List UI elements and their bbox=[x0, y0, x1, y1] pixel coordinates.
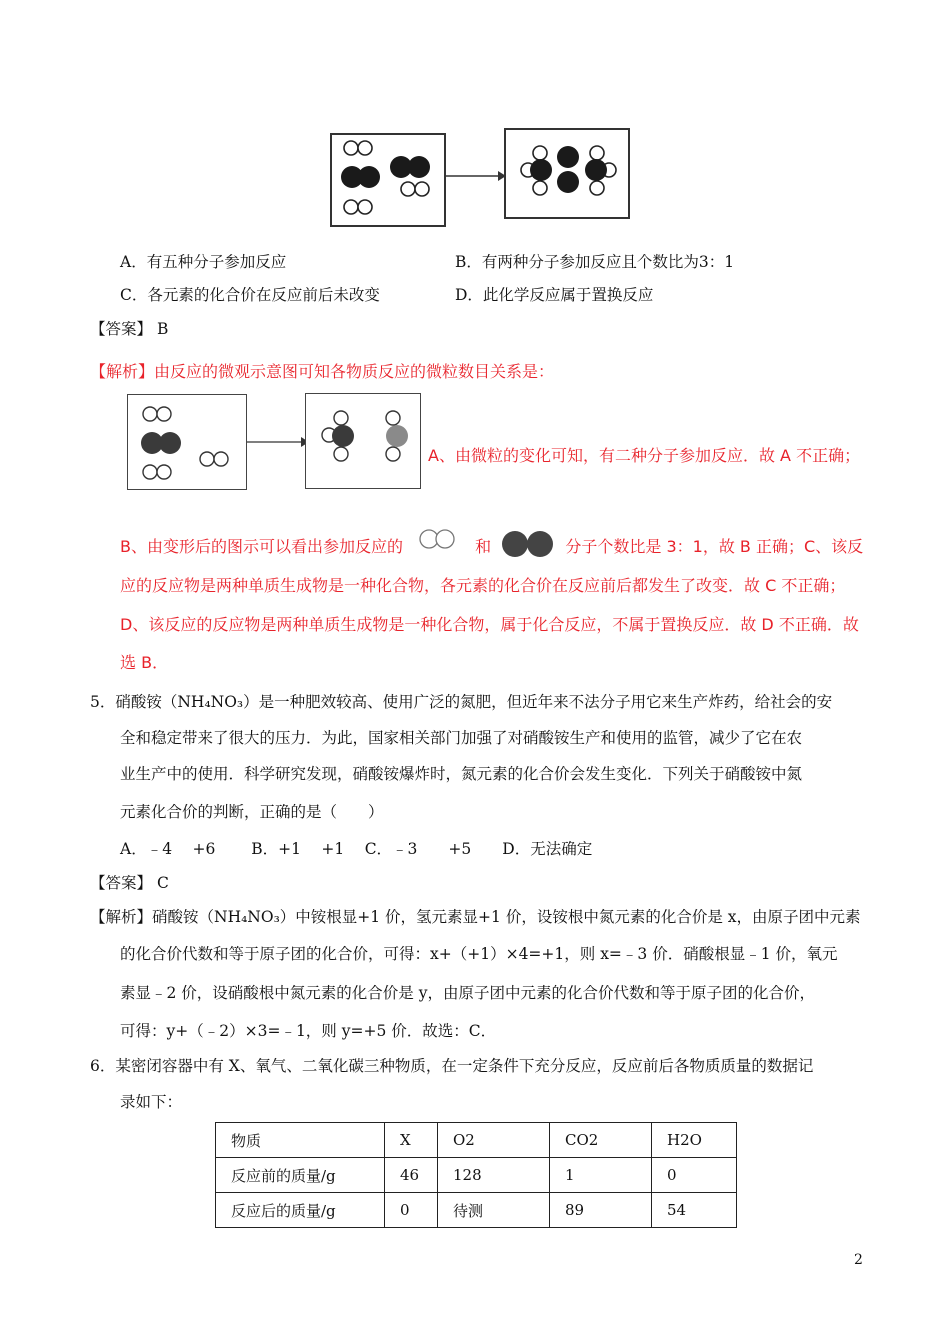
analysis-reactants-graphic bbox=[128, 395, 246, 489]
table-cell: 89 bbox=[550, 1193, 652, 1228]
table-cell: 54 bbox=[652, 1193, 737, 1228]
analysis-arrow bbox=[247, 436, 309, 448]
option-c: C．各元素的化合价在反应前后未改变 bbox=[120, 286, 380, 304]
q6-stem-1: 6．某密闭容器中有 X、氧气、二氧化碳三种物质，在一定条件下充分反应，反应前后各物质质量的数据记 bbox=[90, 1057, 814, 1075]
analysis-products-graphic bbox=[306, 394, 420, 488]
black-molecule-icon bbox=[498, 530, 558, 560]
reactant-molecules-graphic bbox=[332, 135, 444, 225]
table-cell: 1 bbox=[550, 1158, 652, 1193]
table-cell: 128 bbox=[438, 1158, 550, 1193]
table-header-cell: X bbox=[385, 1123, 438, 1158]
q5-analysis-1: 【解析】硝酸铵（NH₄NO₃）中铵根显+1 价，氢元素显+1 价，设铵根中氮元素的化合价是 x，由原子团中元素 bbox=[90, 908, 861, 926]
reaction-diagram-before bbox=[330, 133, 446, 227]
table-cell: 0 bbox=[652, 1158, 737, 1193]
white-molecule-icon bbox=[410, 528, 468, 558]
product-molecules-graphic bbox=[506, 130, 628, 217]
analysis-b-text-2: 分子个数比是 3：1，故 B 正确；C、该反 bbox=[565, 537, 864, 556]
table-header-cell: 物质 bbox=[216, 1123, 385, 1158]
q5-stem-2: 全和稳定带来了很大的压力．为此，国家相关部门加强了对硝酸铵生产和使用的监管，减少了它在农 bbox=[120, 729, 803, 747]
q5-answer-value: C bbox=[156, 874, 169, 892]
answer-label: 【答案】 bbox=[90, 320, 153, 338]
table-cell: 46 bbox=[385, 1158, 438, 1193]
analysis-option-a: A、由微粒的变化可知，有二种分子参加反应．故 A 不正确； bbox=[428, 446, 861, 465]
q5-stem-4: 元素化合价的判断，正确的是（ ） bbox=[120, 803, 384, 821]
reaction-arrow bbox=[444, 170, 506, 182]
q6-stem-2: 录如下： bbox=[120, 1093, 183, 1111]
table-header-row bbox=[216, 1123, 737, 1158]
q5-answer-label: 【答案】 bbox=[90, 874, 153, 892]
table-header-cell: O2 bbox=[438, 1123, 550, 1158]
answer-value: B bbox=[156, 320, 169, 338]
analysis-line-c: 应的反应物是两种单质生成物是一种化合物，各元素的化合价在反应前后都发生了改变．故 C 不正确； bbox=[120, 576, 846, 595]
mass-data-table bbox=[215, 1122, 737, 1228]
q5-stem-1: 5．硝酸铵（NH₄NO₃）是一种肥效较高、使用广泛的氮肥，但近年来不法分子用它来生产炸药，给社会的安 bbox=[90, 693, 833, 711]
analysis-line-b bbox=[120, 528, 863, 560]
page-number: 2 bbox=[854, 1252, 863, 1268]
analysis-b-text-1: B、由变形后的图示可以看出参加反应的 bbox=[120, 537, 403, 556]
q5-analysis-4: 可得：y+（﹣2）×3=﹣1，则 y=+5 价．故选：C． bbox=[120, 1022, 497, 1040]
analysis-diagram-after bbox=[305, 393, 421, 489]
q5-answer-line bbox=[90, 874, 169, 893]
analysis-conclusion: 选 B． bbox=[120, 653, 169, 672]
table-cell: 反应后的质量/g bbox=[216, 1193, 385, 1228]
table-cell: 0 bbox=[385, 1193, 438, 1228]
q5-stem-3: 业生产中的使用．科学研究发现，硝酸铵爆炸时，氮元素的化合价会发生变化．下列关于硝酸铵中氮 bbox=[120, 765, 803, 783]
table-cell: 反应前的质量/g bbox=[216, 1158, 385, 1193]
option-a: A．有五种分子参加反应 bbox=[120, 253, 287, 271]
table-header-cell: CO2 bbox=[550, 1123, 652, 1158]
reaction-diagram-after bbox=[504, 128, 630, 219]
answer-line bbox=[90, 320, 168, 339]
table-row bbox=[216, 1158, 737, 1193]
option-b: B．有两种分子参加反应且个数比为3：1 bbox=[455, 253, 735, 271]
option-d: D．此化学反应属于置换反应 bbox=[455, 286, 654, 304]
table-row bbox=[216, 1193, 737, 1228]
q5-options: A．﹣4 +6 B．+1 +1 C．﹣3 +5 D．无法确定 bbox=[120, 840, 593, 858]
analysis-b-and: 和 bbox=[475, 537, 492, 556]
analysis-line-d: D、该反应的反应物是两种单质生成物是一种化合物，属于化合反应，不属于置换反应．故 D 不正确．故 bbox=[120, 615, 859, 634]
analysis-diagram-before bbox=[127, 394, 247, 490]
analysis-intro: 【解析】由反应的微观示意图可知各物质反应的微粒数目关系是： bbox=[90, 362, 555, 381]
table-cell: 待测 bbox=[438, 1193, 550, 1228]
q5-analysis-3: 素显﹣2 价，设硝酸根中氮元素的化合价是 y，由原子团中元素的化合价代数和等于原子团的化合价， bbox=[120, 984, 815, 1002]
q5-analysis-2: 的化合价代数和等于原子团的化合价，可得：x+（+1）×4=+1，则 x=﹣3 价．硝酸根显﹣1 价，氧元 bbox=[120, 945, 838, 963]
table-header-cell: H2O bbox=[652, 1123, 737, 1158]
